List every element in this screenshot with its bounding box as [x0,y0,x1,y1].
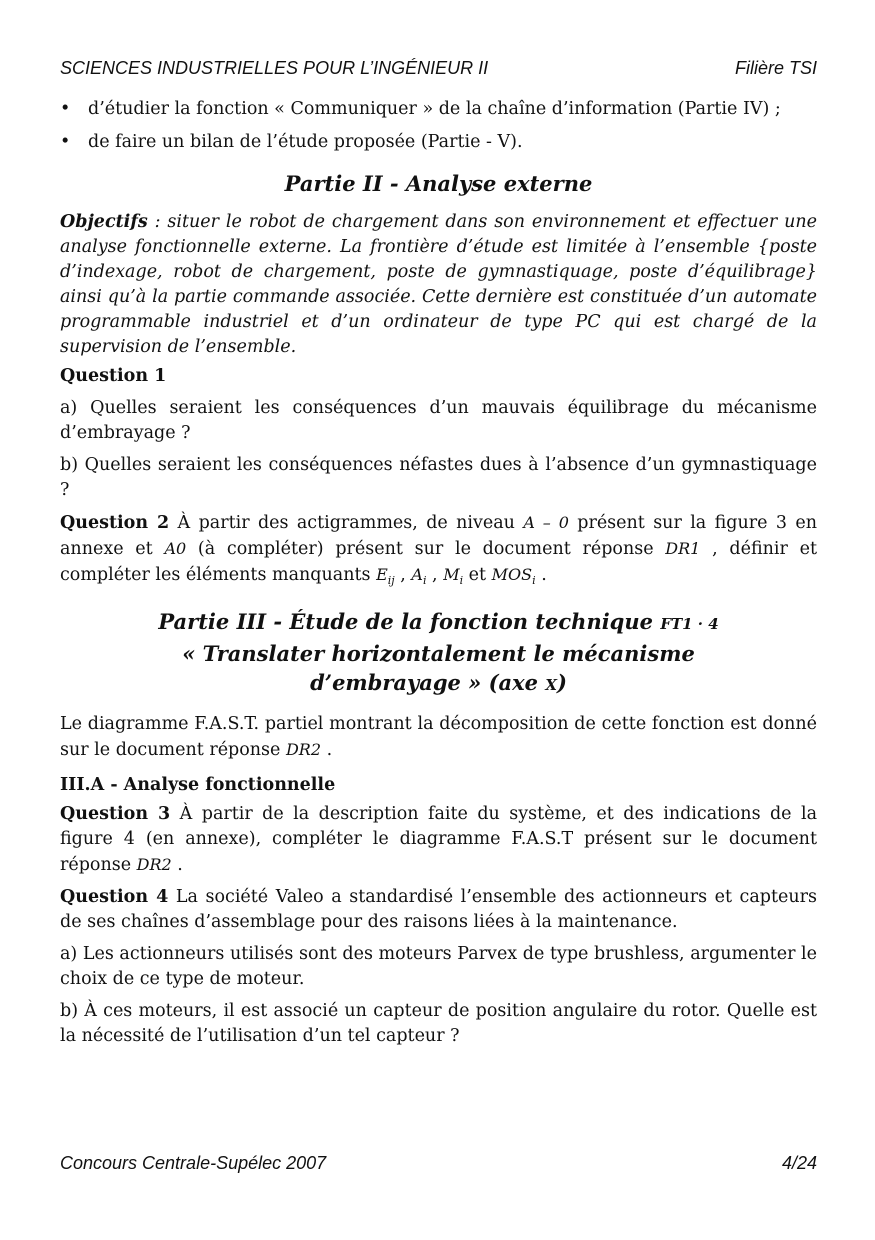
section-title-partie-2: Partie II - Analyse externe [284,171,593,196]
subsection-title-iii-a: III.A - Analyse fonctionnelle [60,775,336,795]
list-item: • d’étudier la fonction « Communiquer » de la chaîne d’information (Partie IV) ; [60,97,817,122]
page-content [60,97,817,1056]
objectives-label: Objectifs [60,212,148,232]
question-2-title: Question 2 [60,513,170,533]
question-4: Question 4 La société Valeo a standardisé l’ensemble des actionneurs et capteurs de ses chaînes d’assemblage pour des raisons liées à la maintenance. [60,887,817,932]
intro-bullet-list [60,97,817,155]
section-title-partie-3: Partie III - Étude de la fonction technique FT1 · 4 « Translater horizontalement le mécanisme d’embrayage » (axe X) [158,609,719,695]
question-4-title: Question 4 [60,887,169,907]
question-3-title: Question 3 [60,804,171,824]
math-a-minus-0: A – 0 [523,513,569,532]
bullet-icon: • [60,99,71,119]
math-dr2: DR2 [285,740,322,759]
bullet-icon: • [60,132,71,152]
math-mosi: $MOS_i$ [491,565,536,587]
math-ft14: FT1 · 4 [660,615,719,633]
math-axis-x: X [545,676,557,694]
math-eij: $E_{ij}$ [376,565,395,587]
question-2: Question 2 À partir des actigrammes, de niveau A – 0 présent sur la figure 3 en annexe et A0 (à compléter) présent sur le document réponse DR1 , définir et compléter les éléments manquants $E_{ij}$ , $A_i$ , $M_i$ et $MOS_i$ . [60,513,817,587]
math-mi: $M_i$ [443,565,464,587]
footer-contest: Concours Centrale-Supélec 2007 [60,1153,327,1173]
math-ai: $A_i$ [411,565,427,587]
header-track: Filière TSI [734,58,817,78]
footer-page-number: 4/24 [781,1153,817,1173]
question-4a: a) Les actionneurs utilisés sont des moteurs Parvex de type brushless, argumenter le choix de ce type de moteur. [60,944,817,989]
question-1-title: Question 1 [60,366,167,386]
partie-3-intro: Le diagramme F.A.S.T. partiel montrant la décomposition de cette fonction est donné sur le document réponse DR2 . [60,714,817,760]
list-item: • de faire un bilan de l’étude proposée (Partie - V). [60,130,817,155]
page-footer [60,1153,817,1174]
page-header [60,58,817,79]
question-4b: b) À ces moteurs, il est associé un capteur de position angulaire du rotor. Quelle est la nécessité de l’utilisation d’un tel capteur ? [60,1001,817,1046]
objectives-paragraph [60,210,817,360]
header-subject: SCIENCES INDUSTRIELLES POUR L’INGÉNIEUR II [60,58,489,78]
question-1b: b) Quelles seraient les conséquences néfastes dues à l’absence d’un gymnastiquage ? [60,455,817,500]
math-a0: A0 [164,539,187,558]
math-dr1: DR1 [665,539,701,558]
question-3: Question 3 À partir de la description faite du système, et des indications de la figure 4 (en annexe), compléter le diagramme F.A.S.T présent sur le document réponse DR2 . [60,804,818,875]
objectives-text: : situer le robot de chargement dans son environnement et effectuer une analyse fonctionnelle externe. La frontière d’étude est limitée à l’ensemble {poste d’indexage, robot de chargement, poste de gymnastiquage, poste d’équilibrage} ainsi qu’à la partie commande associée. Cette dernière est constituée d’un automate programmable industriel et d’un ordinateur de type PC qui est chargé de la supervision de l’ensemble. [60,212,817,357]
math-dr2: DR2 [136,855,172,874]
question-1a: a) Quelles seraient les conséquences d’un mauvais équilibrage du mécanisme d’embrayage ? [60,398,817,443]
